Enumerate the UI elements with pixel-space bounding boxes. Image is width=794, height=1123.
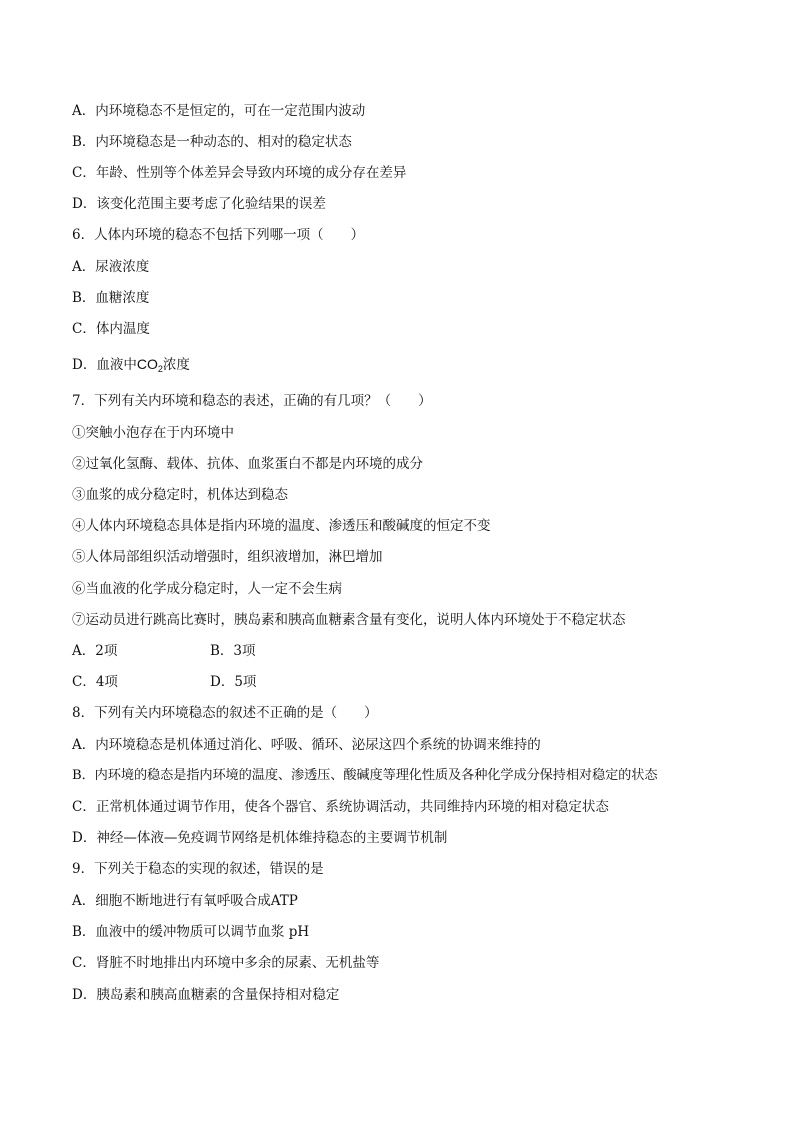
- q7-options-row-2: [72, 673, 257, 691]
- q7-option-c: C．4项: [72, 674, 118, 690]
- q6-option-b: B．血糖浓度: [72, 290, 150, 306]
- q9-stem: 9．下列关于稳态的实现的叙述，错误的是: [72, 861, 324, 877]
- q9-option-a: A．细胞不断地进行有氧呼吸合成ATP: [72, 893, 298, 909]
- q9-option-b: B．血液中的缓冲物质可以调节血浆 pH: [72, 924, 310, 940]
- q9-option-d: D．胰岛素和胰高血糖素的含量保持相对稳定: [72, 987, 340, 1003]
- q8-option-c: C．正常机体通过调节作用，使各个器官、系统协调活动，共同维持内环境的相对稳定状态: [72, 799, 609, 815]
- q7-option-a: A．2项: [72, 643, 118, 659]
- q8-option-d: D．神经—体液—免疫调节网络是机体维持稳态的主要调节机制: [72, 830, 448, 846]
- q8-option-a: A．内环境稳态是机体通过消化、呼吸、循环、泌尿这四个系统的协调来维持的: [72, 737, 541, 753]
- q7-option-b: B．3项: [210, 643, 256, 659]
- q8-option-b: B．内环境的稳态是指内环境的温度、渗透压、酸碱度等理化性质及各种化学成分保持相对稳定的状态: [72, 768, 658, 783]
- q7-item-7: ⑦运动员进行跳高比赛时，胰岛素和胰高血糖素含量有变化，说明人体内环境处于不稳定状态: [72, 612, 626, 628]
- q5-option-b: B．内环境稳态是一种动态的、相对的稳定状态: [72, 134, 352, 150]
- co2-formula-subscript: 2: [157, 364, 163, 374]
- q5-option-d: D．该变化范围主要考虑了化验结果的误差: [72, 196, 326, 212]
- q7-item-3: ③血浆的成分稳定时，机体达到稳态: [72, 487, 288, 503]
- q5-option-a: A．内环境稳态不是恒定的，可在一定范围内波动: [72, 103, 366, 119]
- q6-option-d-suffix: 浓度: [162, 357, 190, 373]
- co2-formula: [137, 356, 163, 372]
- q8-stem: 8．下列有关内环境稳态的叙述不正确的是（ ）: [72, 705, 378, 721]
- q6-option-c: C．体内温度: [72, 321, 150, 337]
- q6-stem: 6．人体内环境的稳态不包括下列哪一项（ ）: [72, 227, 365, 243]
- q7-item-4: ④人体内环境稳态具体是指内环境的温度、渗透压和酸碱度的恒定不变: [72, 518, 491, 534]
- q7-item-2: ②过氧化氢酶、载体、抗体、血浆蛋白不都是内环境的成分: [72, 456, 423, 472]
- co2-formula-base: CO: [136, 356, 158, 372]
- q5-option-c: C．年龄、性别等个体差异会导致内环境的成分存在差异: [72, 165, 407, 181]
- q6-option-d: [72, 355, 190, 374]
- q7-item-6: ⑥当血液的化学成分稳定时，人一定不会生病: [72, 581, 342, 597]
- q7-options-row-1: [72, 642, 256, 660]
- q6-option-d-prefix: D．血液中: [72, 357, 137, 373]
- q7-stem: 7．下列有关内环境和稳态的表述，正确的有几项？（ ）: [72, 393, 432, 409]
- q7-item-1: ①突触小泡存在于内环境中: [72, 425, 234, 441]
- q7-item-5: ⑤人体局部组织活动增强时，组织液增加，淋巴增加: [72, 549, 383, 565]
- q9-option-c: C．肾脏不时地排出内环境中多余的尿素、无机盐等: [72, 955, 380, 971]
- q7-option-d: D．5项: [210, 674, 257, 690]
- q6-option-a: A．尿液浓度: [72, 259, 150, 275]
